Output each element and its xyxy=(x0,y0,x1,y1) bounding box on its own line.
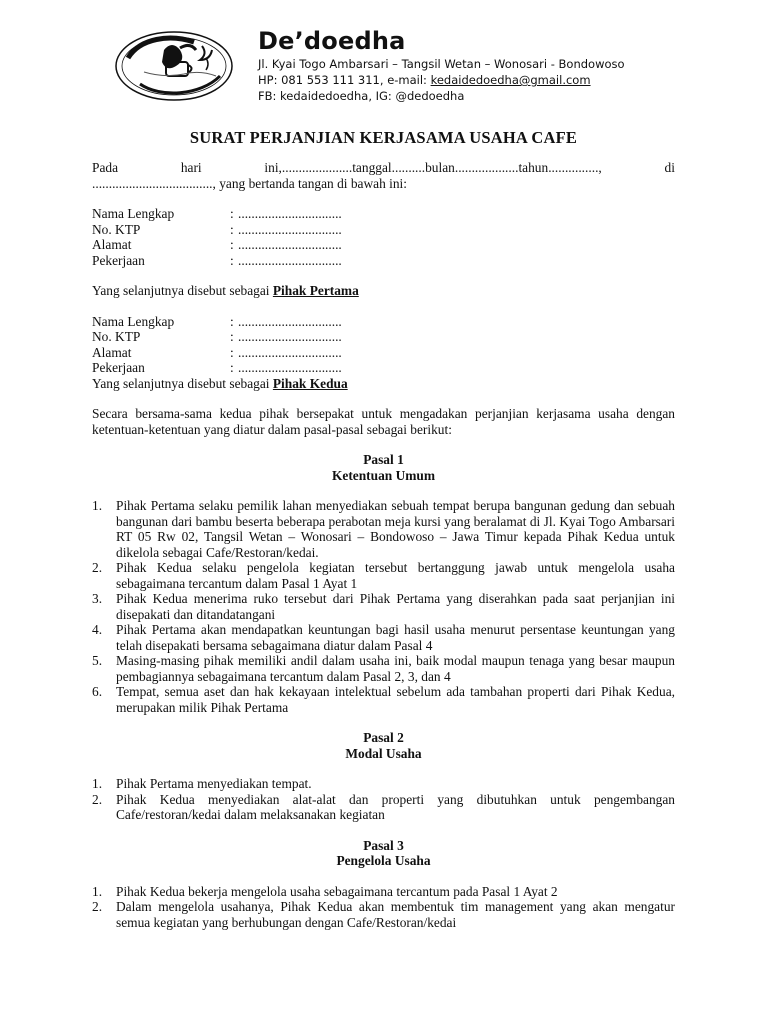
party2-role: Pihak Kedua xyxy=(272,375,348,391)
list-item xyxy=(92,498,675,560)
field-colon: : xyxy=(230,252,234,268)
list-number: 6. xyxy=(92,684,103,699)
party2-fields xyxy=(92,314,675,376)
field-label: Alamat xyxy=(92,237,132,252)
pasal-section xyxy=(92,838,675,931)
opening-word: Pada xyxy=(92,160,119,175)
list-text: Pihak Kedua selaku pengelola kegiatan tersebut bertanggung jawab untuk mengelola usaha sebagaimana tercantum dalam Pasal 1 Ayat 1 xyxy=(116,560,675,591)
party1-fields xyxy=(92,206,675,268)
list-number: 1. xyxy=(92,498,103,513)
opening-word: hari xyxy=(180,160,202,175)
list-item xyxy=(92,622,675,653)
field-row xyxy=(92,314,675,330)
party1-statement xyxy=(92,283,675,299)
letterhead xyxy=(92,24,692,106)
field-colon: : xyxy=(230,237,234,252)
field-colon: : xyxy=(230,329,234,344)
field-row xyxy=(92,345,675,361)
pasal-title: Modal Usaha xyxy=(345,745,422,761)
field-row xyxy=(92,360,675,376)
field-label: Pekerjaan xyxy=(92,360,145,375)
list-item xyxy=(92,884,675,900)
list-text: Pihak Pertama menyediakan tempat. xyxy=(116,776,312,791)
field-label: No. KTP xyxy=(92,329,141,344)
party-statement-text: Yang selanjutnya disebut sebagai xyxy=(92,375,273,391)
list-text: Pihak Kedua menyediakan alat-alat dan properti yang dibutuhkan untuk pengembangan Cafe/restoran/kedai dalam melaksanakan kegiatan xyxy=(116,791,675,822)
field-value: ............................... xyxy=(238,237,342,252)
list-item xyxy=(92,591,675,622)
pasal-section xyxy=(92,730,675,823)
pasal-title: Ketentuan Umum xyxy=(331,467,436,483)
field-colon: : xyxy=(230,344,234,360)
list-item xyxy=(92,792,675,823)
list-item xyxy=(92,560,675,591)
company-social: FB: kedaidedoedha, IG: @dedoedha xyxy=(258,89,465,103)
company-email-link[interactable]: kedaidedoedha@gmail.com xyxy=(430,73,591,87)
list-number: 4. xyxy=(92,622,103,637)
company-contact xyxy=(258,72,625,88)
field-value: ............................... xyxy=(238,252,342,268)
opening-word: di xyxy=(664,160,675,175)
field-value: ............................... xyxy=(238,344,342,360)
company-name: De’doedha xyxy=(258,27,406,55)
company-phone: HP: 081 553 111 311, e-mail: xyxy=(258,73,431,87)
pasal-list xyxy=(92,884,675,931)
list-number: 1. xyxy=(92,883,103,899)
field-value: ............................... xyxy=(238,329,342,344)
list-item xyxy=(92,899,675,930)
list-item xyxy=(92,653,675,684)
field-value: ............................... xyxy=(238,221,342,237)
field-label: Alamat xyxy=(92,344,132,360)
field-colon: : xyxy=(230,206,234,221)
company-address: Jl. Kyai Togo Ambarsari – Tangsil Wetan – Wonosari - Bondowoso xyxy=(258,57,625,71)
pasal-list xyxy=(92,776,675,823)
pasal-number: Pasal 2 xyxy=(363,730,404,745)
document-title: SURAT PERJANJIAN KERJASAMA USAHA CAFE xyxy=(189,128,578,147)
field-row xyxy=(92,206,675,222)
field-colon: : xyxy=(230,360,234,375)
field-row xyxy=(92,329,675,345)
party2-statement xyxy=(92,376,675,392)
field-row xyxy=(92,222,675,238)
field-label: Nama Lengkap xyxy=(92,313,175,329)
list-number: 3. xyxy=(92,591,103,606)
opening-line-2: ...................................., yang bertanda tangan di bawah ini: xyxy=(92,175,407,191)
pasal-list xyxy=(92,498,675,715)
list-number: 2. xyxy=(92,560,103,575)
party1-role: Pihak Pertama xyxy=(272,283,359,298)
field-label: Nama Lengkap xyxy=(92,206,175,221)
field-colon: : xyxy=(230,221,234,237)
list-text: Pihak Pertama selaku pemilik lahan menyediakan sebuah tempat berupa bangunan gedung dan sebuah bangunan dari bambu beserta beberapa perabotan meja kursi yang beralamat di Jl. Kyai Togo Ambarsari RT 05 Rw 02, Tangsil Wetan – Wonosari – Bondowoso – Jawa Timur kepada Pihak Kedua untuk dikelola sebagai Cafe/Restoran/kedai. xyxy=(116,498,675,560)
coffee-cup-logo-icon xyxy=(110,28,238,104)
pasal-number: Pasal 1 xyxy=(363,452,404,467)
field-value: ............................... xyxy=(238,313,342,329)
field-colon: : xyxy=(230,313,234,329)
opening-word: ini,.....................tanggal..........bulan...................tahun..............., xyxy=(264,160,602,175)
pasal-section xyxy=(92,452,675,715)
pasal-title: Pengelola Usaha xyxy=(336,853,431,868)
list-text: Masing-masing pihak memiliki andil dalam usaha ini, baik modal maupun tenaga yang besar maupun pembagiannya sebagaimana tercantum dalam Pasal 2, 3, dan 4 xyxy=(116,653,675,684)
party-statement-text: Yang selanjutnya disebut sebagai xyxy=(92,283,273,298)
opening-line-1 xyxy=(92,160,675,176)
list-number: 5. xyxy=(92,653,103,668)
list-text: Tempat, semua aset dan hak kekayaan intelektual sebelum ada tambahan properti dari Pihak Kedua, merupakan milik Pihak Pertama xyxy=(116,684,675,715)
list-number: 2. xyxy=(92,791,103,807)
list-item xyxy=(92,684,675,715)
list-text: Dalam mengelola usahanya, Pihak Kedua akan membentuk tim management yang akan mengatur semua kegiatan yang berhubungan dengan Cafe/Restoran/kedai xyxy=(116,899,675,930)
list-text: Pihak Pertama akan mendapatkan keuntungan bagi hasil usaha menurut persentase keuntungan yang telah disepakati bersama sebagaimana diatur dalam Pasal 4 xyxy=(116,622,675,653)
document-content xyxy=(92,128,675,930)
field-row xyxy=(92,253,675,269)
list-item xyxy=(92,776,675,792)
field-value: ............................... xyxy=(238,360,342,375)
field-row xyxy=(92,237,675,253)
field-label: No. KTP xyxy=(92,221,141,237)
company-info xyxy=(258,26,625,104)
list-number: 2. xyxy=(92,899,103,914)
agreement-intro: Secara bersama-sama kedua pihak bersepakat untuk mengadakan perjanjian kerjasama usaha dengan ketentuan-ketentuan yang diatur dalam pasal-pasal sebagai berikut: xyxy=(92,406,675,437)
list-text: Pihak Kedua menerima ruko tersebut dari Pihak Pertama yang diserahkan pada saat perjanjian ini disepakati dan ditandatangani xyxy=(116,591,675,622)
list-text: Pihak Kedua bekerja mengelola usaha sebagaimana tercantum pada Pasal 1 Ayat 2 xyxy=(116,883,558,899)
field-label: Pekerjaan xyxy=(92,252,145,268)
list-number: 1. xyxy=(92,776,103,791)
pasal-number: Pasal 3 xyxy=(363,837,404,853)
field-value: ............................... xyxy=(238,206,342,221)
